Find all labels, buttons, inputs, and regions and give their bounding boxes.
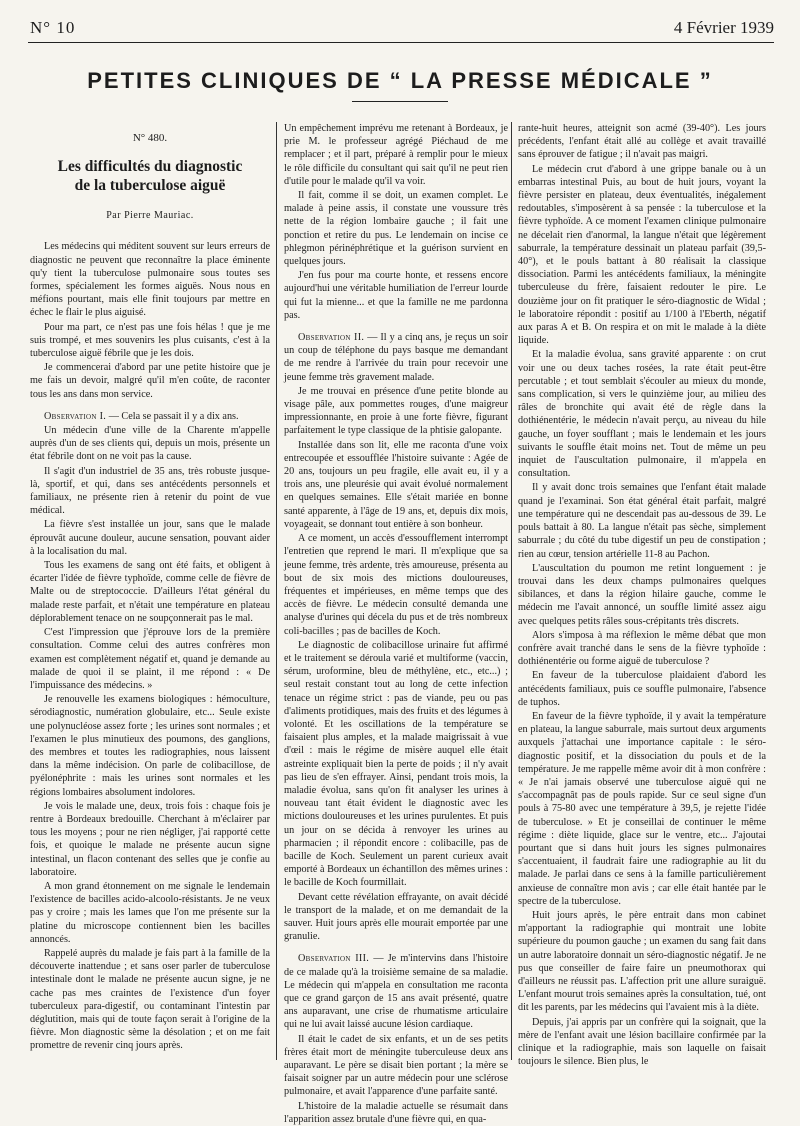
paragraph: Alors s'imposa à ma réflexion le même débat que mon confrère avait tranché dans le sens de la fièvre typhoïde : dothiénentérie ou forme aiguë de tuberculose ?	[518, 629, 766, 668]
paragraph: Un empêchement imprévu me retenant à Bordeaux, je prie M. le professeur agrégé Piéchaud de me remplacer ; et il part, préparé à remplir pour le mieux le rôle difficile du consultant qui sait qu'il ne peut rien d'utile pour le malade qu'il va voir.	[284, 123, 508, 187]
observation-1-intro	[30, 410, 270, 423]
paragraph: Pour ma part, ce n'est pas une fois hélas ! que je me suis trompé, et mes souvenirs les plus cuisants, c'est à la tuberculose aiguë fébrile que je les dois.	[30, 321, 270, 360]
paragraph: J'en fus pour ma courte honte, et ressens encore aujourd'hui une véritable humiliation de l'erreur lourde qui fut la mienne... et que la famille ne me pardonna pas.	[284, 270, 508, 321]
paragraph: L'histoire de la maladie actuelle se résumait dans l'apparition assez brutale d'une fièvre qui, en qua-	[284, 1100, 508, 1125]
paragraph: Rappelé auprès du malade je fais part à la famille de la découverte inattendue ; et sans oser parler de tuberculose intestinale dont le malade ne présente aucun signe, je ne cache pas mes craintes de l'existence d'un foyer tuberculeux para-digestif, ou contaminant l'intestin par déglutition, mais qui de toute façon serait à l'origine de la fièvre. Mon diagnostic sème la désolation ; et on me fait promettre de revenir cinq jours après.	[30, 947, 270, 1052]
section-banner: PETITES CLINIQUES DE “ LA PRESSE MÉDICALE ”	[87, 68, 713, 93]
paragraph: Installée dans son lit, elle me raconta d'une voix entrecoupée et essoufflée l'histoire suivante : Agée de 20 ans, toujours un peu fragile, elle avait eu, il y a trois ans, une pleurésie qui avait évolué normalement en quelques semaines. Elle s'était mariée en bonne santé apparente, à l'âge de 19 ans, et, depuis dix mois, voyageait, se donnant tout entière à son bonheur.	[284, 439, 508, 530]
paragraph: Et la maladie évolua, sans gravité apparente : on crut voir une ou deux taches rosées, la rate était peut-être percutable ; et tout semblait s'écouler au mieux du monde, sans complication, si vers le quinzième jour, au milieu des râles de bronchite qui avait été de règle dans la dothiénentérie, le médecin n'avait perçu, au niveau du hile gauche, un foyer soufflant ; mais le lendemain et les jours suivants le souffle était moins net. Tout de même un peu inquiet de l'auscultation pulmonaire, il m'appela en consultation.	[518, 349, 766, 480]
issue-date: 4 Février 1939	[673, 18, 774, 37]
paragraph: C'est l'impression que j'éprouve lors de la première consultation. Comme celui des autres confrères mon examen est complètement négatif et, quand je demande au malade de quoi il se plaint, il me répond : « De l'impuissance des médecins. »	[30, 627, 270, 691]
observation-1-label: Observation I.	[44, 410, 107, 422]
paragraph: Il y avait donc trois semaines que l'enfant était malade quand je l'examinai. Son état général était parfait, malgré une température qui ne descendait pas au-dessous de 39. Le pouls battait à 80. La langue n'était pas sèche, simplement saburrale ; du côté du tube digestif un peu de constipation ; rien au cœur, tension artérielle 11-8 au Pachon.	[518, 482, 766, 560]
paragraph: Un médecin d'une ville de la Charente m'appelle auprès d'un de ses clients qui, depuis un mois, présente un état fébrile dont on ne voit pas la cause.	[30, 425, 270, 463]
column-1	[30, 122, 270, 1062]
article-title-line-1: Les difficultés du diagnostic	[57, 158, 243, 176]
banner-rule	[352, 101, 448, 102]
paragraph: Huit jours après, le père entrait dans mon cabinet m'apportant la radiographie qui montrait une lobite supérieure du poumon gauche ; un examen du sang fait dans un autre laboratoire donnait un séro-diagnostic négatif. Je ne pus que conseiller de faire faire un pneumothorax qui d'ailleurs ne réussit pas. L'affection prit une allure suraiguë. L'enfant mourut trois semaines après la consultation, tué, ont dit les parents, par les médecins qui l'avaient mis à la diète.	[518, 909, 766, 1014]
paragraph: A ce moment, un accès d'essoufflement interrompt l'entretien que reprend le mari. Il m'explique que sa jeune femme, très ardente, très amoureuse, présenta au bout de six mois des mictions douloureuses, fréquentes et impérieuses, en même temps que des accès de fièvre. Le médecin consulté demanda une analyse d'urines qui décela du pus et de très nombreux coli-bacilles ; pas de bacilles de Koch.	[284, 533, 508, 637]
column-separator	[276, 122, 277, 1060]
observation-1-text: — Cela se passait il y a dix ans.	[106, 410, 239, 422]
observation-3-label: Observation III.	[298, 953, 370, 965]
observation-3-intro: Observation III. — Je m'intervins dans l'histoire de ce malade qu'à la troisième semaine de sa maladie. Le médecin qui m'appela en consultation me raconta que ce grand garçon de 15 ans avait présenté, quatre ans auparavant, une crise de rhumatisme articulaire qui ne lui avait laissé aucune lésion cardiaque.	[284, 953, 508, 1031]
paragraph: rante-huit heures, atteignit son acmé (39-40°). Les jours précédents, l'enfant était allé au collège et avait travaillé sans éprouver de fatigue ; il n'avait pas maigri.	[518, 123, 766, 161]
issue-number: N° 10	[30, 18, 76, 37]
observation-2-text: — Il y a cinq ans, je reçus un soir un coup de téléphone du pays basque me demandant de me rendre à l'arrivée du train pour recevoir une jeune femme très gravement malade.	[284, 332, 508, 383]
article-number: N° 480.	[132, 132, 168, 144]
page-header	[30, 18, 774, 38]
paragraph: Le médecin crut d'abord à une grippe banale ou à un embarras intestinal Puis, au bout de huit jours, voyant la fièvre persister en plateau, deux éventualités, inégalement redoutables, s'imposèrent à sa pensée : la tuberculose et la fièvre typhoïde. A ce moment l'examen clinique pulmonaire ne décelait rien d'anormal, la langue n'était que légèrement saburrale, la température dessinait un plateau parfait (39,5-40°), et le pouls battant à 80 réalisait la classique dissociation. Parmi les antécédents familiaux, la méningite tuberculeuse du frère, faisaient redouter le pire. Le douzième jour on fit pratiquer le séro-diagnostic de Widal ; le laboratoire répondit : positif au 1/100 à l'Eberth, négatif aux paras A et B. On respira et on mit le malade à la diète liquide.	[518, 163, 766, 347]
paragraph: Je vois le malade une, deux, trois fois : chaque fois je rentre à Bordeaux bredouille. Cherchant à m'éclairer par tous les moyens ; pour ne rien négliger, j'ai rapporté cette fois, et quoique le malade ne présente aucun signe intestinal, un flacon contenant des selles que je confie au laboratoire.	[30, 800, 270, 878]
paragraph: La fièvre s'est installée un jour, sans que le malade éprouvât aucune douleur, aucune sensation, pouvant aider à la localisation du mal.	[30, 519, 270, 557]
paragraph: Tous les examens de sang ont été faits, et obligent à écarter l'idée de fièvre typhoïde, comme celle de fièvre de Malte ou de streptococcie. D'ailleurs l'état général du malade reste parfait, et n'était une température en plateau déplorablement tenace on ne soupçonnerait pas le mal.	[30, 560, 270, 624]
observation-3-text: Je m'intervins dans l'histoire de ce malade qu'à la troisième semaine de sa maladie. Le médecin qui m'appela en consultation me raconta que ce grand garçon de 15 ans avait présenté, quatre ans auparavant, une crise de rhumatisme articulaire qui ne lui avait laissé aucune lésion cardiaque.	[284, 953, 508, 1031]
paragraph: Le diagnostic de colibacillose urinaire fut affirmé et le traitement se déroula varié et multiforme (vaccin, sérum, uroformine, bleu de méthylène, etc., etc...) ; seul restait constant tout au long de cette infection tenace un régime strict : pas de viande, peu ou pas d'aliments protidiques, mais des fruits et des légumes à volonté. Et les oscillations de la température se faisaient plus amples, et la malade maigrissait à vue d'œil : mais le régime de misère auquel elle était astreinte expliquait bien la perte de poids ; il n'y avait pas lieu de s'en effrayer. Ainsi, pendant trois mois, la maladie évolua, sans qu'on fit analyser les urines à nouveau tant était évident le diagnostic avec les mictions douloureuses et les urines purulentes. Et puis un jour on se décida à renvoyer les urines au pharmacien ; il répondit encore : colibacille, pas de bacille de Koch. Seulement un parent curieux avait emporté à Bordeaux un échantillon des mêmes urines : le bacille de Koch fourmillait.	[284, 639, 508, 889]
paragraph: Il fait, comme il se doit, un examen complet. Le malade à peine assis, il constate une voussure très nette de la région lombaire gauche ; il fait une ponction et retire du pus. Le lendemain on incise ce phlegmon périnéphrétique et la guérison survient en quelques jours.	[284, 190, 508, 268]
paragraph: En faveur de la fièvre typhoïde, il y avait la température en plateau, la langue saburrale, mais surtout deux arguments auxquels j'attachai une importance capitale : le séro-diagnostic positif, et la dissociation du pouls et de la température. Je me rappelle même avoir dit à mon confrère : « Je n'ai jamais observé une tuberculose aiguë qui ne s'accompagnât pas de pouls rapide. Sur ce seul signe d'un pouls à 75-80 avec une température à 39,5, je rejette l'idée de tuberculose. » Et je conseillai de continuer le même régime : diète liquide, glace sur le ventre, etc... J'ajoutai pourtant que si dans huit jours les signes pulmonaires s'accentuaient, il faudrait faire une radiographie au lit du malade. Je parlai dans ce sens à la famille particulièrement anxieuse de connaître mon avis ; car elle était hantée par le spectre de la tuberculose.	[518, 710, 766, 907]
paragraph: Il était le cadet de six enfants, et un de ses petits frères était mort de méningite tuberculeuse deux ans auparavant. Le père se disait bien portant ; la mère se faisait soigner par un autre médecin pour une sclérose pulmonaire, et avait l'apparence d'une parfaite santé.	[284, 1033, 508, 1098]
column-2	[284, 122, 508, 1125]
observation-2-label: Observation II.	[298, 332, 365, 344]
observation-2-intro	[284, 331, 508, 384]
column-3	[518, 122, 766, 1068]
article-title-line-2: de la tuberculose aiguë	[74, 177, 226, 195]
paragraph: Je renouvelle les examens biologiques : hémoculture, sérodiagnostic, numération globulaire, etc... Seule existe une polynucléose assez forte ; les urines sont normales ; et l'examen le plus minutieux des poumons, des ganglions, des membres et toutes les radiographies, nous laissent dans la même indécision. On parle de colibacillose, de pyélonéphrite : mais les urines sont normales et les régions lombaires absolument indolores.	[30, 694, 270, 798]
paragraph: Je me trouvai en présence d'une petite blonde au visage pâle, aux pommettes rouges, d'une maigreur impressionnante, en proie à une forte fièvre, figurant parfaitement le type classique de la phtisie galopante.	[284, 385, 508, 437]
column-separator	[511, 122, 512, 1060]
paragraph: Il s'agit d'un industriel de 35 ans, très robuste jusque-là, sportif, et qui, dans ses antécédents personnels et familiaux, ne présente rien à retenir du point de vue médical.	[30, 465, 270, 517]
paragraph: En faveur de la tuberculose plaidaient d'abord les antécédents familiaux, puis ce souffle pulmonaire, l'absence de tuphos.	[518, 670, 766, 708]
paragraph: L'auscultation du poumon me retint longuement : je trouvai dans les deux champs pulmonaires quelques sibilances, et dans la région hilaire gauche, comme le médecin me l'avait annoncé, un souffle limité assez aigu avec quelques petits râles sous-crépitants très discrets.	[518, 562, 766, 627]
header-rule	[28, 42, 774, 43]
paragraph: A mon grand étonnement on me signale le lendemain l'existence de bacilles acido-alcoolo-résistants. Je ne veux pas y croire ; mais les lames que l'on me présente sur la platine du microscope contiennent bien les bacilles annoncés.	[30, 880, 270, 945]
paragraph: Depuis, j'ai appris par un confrère qui la soignait, que la mère de l'enfant avait une lésion bacillaire confirmée par la clinique et la radiographie, mais son laquelle on faisait toujours le silence. Bien plus, le	[518, 1016, 766, 1068]
paragraph: Devant cette révélation effrayante, on avait décidé le transport de la malade, et on me demandait de la sauver. Huit jours après elle mourait emportée par une granulie.	[284, 891, 508, 943]
article-title	[30, 157, 270, 195]
paragraph: Les médecins qui méditent souvent sur leurs erreurs de diagnostic ne peuvent que reconnaître la place éminente qu'y tient la tuberculose pulmonaire sous toutes ses formes, spécialement les formes aiguës. Nous nous en méfions pourtant, mais elle finit toujours par mettre en échec le flair le plus aiguisé.	[30, 241, 270, 319]
article-author: Par Pierre Mauriac.	[106, 210, 194, 222]
paragraph: Je commencerai d'abord par une petite histoire que je me fais un devoir, malgré qu'il m'en coûte, de raconter tous les ans dans mon service.	[30, 362, 270, 400]
